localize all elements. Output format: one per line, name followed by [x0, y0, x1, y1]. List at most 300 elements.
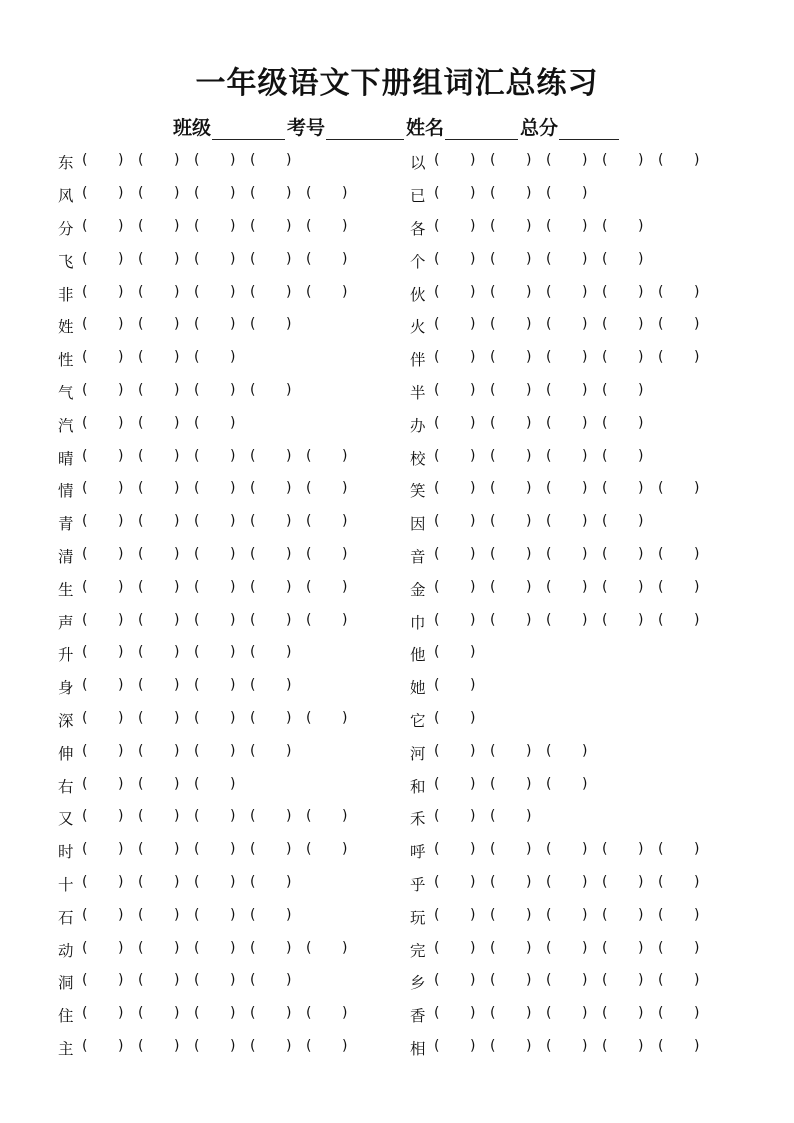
word-answer-blank[interactable]: [134, 579, 190, 599]
word-answer-blank[interactable]: [430, 907, 486, 927]
word-answer-blank[interactable]: [598, 579, 654, 599]
word-answer-blank[interactable]: [598, 415, 654, 435]
word-answer-blank[interactable]: [542, 776, 598, 796]
word-answer-blank[interactable]: [486, 152, 542, 172]
exam-number-label: 考号: [286, 117, 325, 139]
word-answer-blank[interactable]: [430, 677, 486, 697]
word-answer-blank[interactable]: [190, 841, 246, 861]
word-answer-blank[interactable]: [542, 841, 598, 861]
word-answer-blank[interactable]: [654, 907, 710, 927]
word-answer-blank[interactable]: [246, 710, 302, 730]
word-answer-blank[interactable]: [486, 513, 542, 533]
word-answer-blank[interactable]: [246, 480, 302, 500]
target-character: 半: [410, 383, 426, 402]
target-character: 非: [58, 285, 74, 304]
word-answer-blank[interactable]: [598, 1005, 654, 1025]
word-answer-blank[interactable]: [190, 185, 246, 205]
target-character: 以: [410, 154, 426, 173]
word-answer-blank[interactable]: [654, 546, 710, 566]
word-answer-blank[interactable]: [134, 874, 190, 894]
word-answer-blank[interactable]: [246, 677, 302, 697]
word-answer-blank[interactable]: [486, 579, 542, 599]
word-answer-blank[interactable]: [134, 940, 190, 960]
word-answer-blank[interactable]: [246, 940, 302, 960]
word-answer-blank[interactable]: [78, 513, 134, 533]
word-answer-blank[interactable]: [78, 349, 134, 369]
word-row: [410, 474, 710, 507]
word-answer-blank[interactable]: [542, 185, 598, 205]
word-answer-blank[interactable]: [598, 480, 654, 500]
word-answer-blank[interactable]: [598, 382, 654, 402]
word-answer-blank[interactable]: [246, 579, 302, 599]
target-character: 办: [410, 416, 426, 435]
word-answer-blank[interactable]: [542, 579, 598, 599]
word-answer-blank[interactable]: [598, 152, 654, 172]
word-row: [410, 900, 710, 933]
word-answer-blank[interactable]: [598, 874, 654, 894]
word-answer-blank[interactable]: [430, 546, 486, 566]
word-answer-blank[interactable]: [430, 152, 486, 172]
word-answer-blank[interactable]: [134, 349, 190, 369]
word-row: [410, 999, 710, 1032]
word-answer-blank[interactable]: [654, 1005, 710, 1025]
student-info-line: [0, 113, 794, 140]
class-blank[interactable]: [212, 121, 285, 140]
word-row: [410, 933, 710, 966]
word-answer-blank[interactable]: [486, 776, 542, 796]
word-answer-blank[interactable]: [190, 349, 246, 369]
word-answer-blank[interactable]: [134, 841, 190, 861]
target-character: 她: [410, 679, 426, 698]
target-character: 伸: [58, 744, 74, 763]
word-answer-blank[interactable]: [598, 972, 654, 992]
page-title: 一年级语文下册组词汇总练习: [195, 66, 599, 101]
word-answer-blank[interactable]: [246, 513, 302, 533]
target-character: 晴: [58, 449, 74, 468]
word-answer-blank[interactable]: [654, 1038, 710, 1058]
word-answer-blank[interactable]: [78, 382, 134, 402]
word-answer-blank[interactable]: [486, 382, 542, 402]
word-answer-blank[interactable]: [246, 808, 302, 828]
word-answer-blank[interactable]: [302, 1038, 358, 1058]
word-answer-blank[interactable]: [430, 579, 486, 599]
word-answer-blank[interactable]: [486, 612, 542, 632]
word-answer-blank[interactable]: [486, 743, 542, 763]
word-row: [58, 704, 358, 737]
word-row: [58, 244, 358, 277]
word-answer-blank[interactable]: [78, 415, 134, 435]
word-answer-blank[interactable]: [598, 612, 654, 632]
word-answer-blank[interactable]: [302, 710, 358, 730]
word-answer-blank[interactable]: [134, 972, 190, 992]
word-answer-blank[interactable]: [430, 382, 486, 402]
word-answer-blank[interactable]: [486, 1005, 542, 1025]
word-row: [58, 999, 358, 1032]
word-answer-blank[interactable]: [134, 284, 190, 304]
word-answer-blank[interactable]: [542, 316, 598, 336]
word-answer-blank[interactable]: [78, 612, 134, 632]
word-answer-blank[interactable]: [486, 218, 542, 238]
word-answer-blank[interactable]: [542, 1005, 598, 1025]
word-answer-blank[interactable]: [430, 349, 486, 369]
word-answer-blank[interactable]: [542, 513, 598, 533]
word-answer-blank[interactable]: [542, 284, 598, 304]
word-answer-blank[interactable]: [302, 579, 358, 599]
word-answer-blank[interactable]: [486, 1038, 542, 1058]
word-answer-blank[interactable]: [302, 546, 358, 566]
word-row: [410, 376, 710, 409]
word-answer-blank[interactable]: [302, 185, 358, 205]
word-answer-blank[interactable]: [134, 251, 190, 271]
target-character: 玩: [410, 908, 426, 927]
word-answer-blank[interactable]: [302, 841, 358, 861]
word-answer-blank[interactable]: [598, 448, 654, 468]
word-answer-blank[interactable]: [430, 841, 486, 861]
word-row: [410, 507, 710, 540]
word-answer-blank[interactable]: [486, 251, 542, 271]
word-answer-blank[interactable]: [486, 546, 542, 566]
word-answer-blank[interactable]: [654, 874, 710, 894]
word-answer-blank[interactable]: [542, 448, 598, 468]
word-answer-blank[interactable]: [430, 940, 486, 960]
word-answer-blank[interactable]: [430, 874, 486, 894]
word-answer-blank[interactable]: [190, 677, 246, 697]
word-answer-blank[interactable]: [190, 284, 246, 304]
word-row: [58, 310, 358, 343]
word-row: [410, 572, 710, 605]
word-answer-blank[interactable]: [78, 448, 134, 468]
word-answer-blank[interactable]: [486, 185, 542, 205]
word-answer-blank[interactable]: [190, 1005, 246, 1025]
word-answer-blank[interactable]: [246, 743, 302, 763]
word-answer-blank[interactable]: [542, 907, 598, 927]
word-answer-blank[interactable]: [246, 251, 302, 271]
word-answer-blank[interactable]: [598, 1038, 654, 1058]
word-answer-blank[interactable]: [246, 644, 302, 664]
target-character: 各: [410, 219, 426, 238]
word-answer-blank[interactable]: [134, 152, 190, 172]
word-answer-blank[interactable]: [134, 677, 190, 697]
word-answer-blank[interactable]: [190, 415, 246, 435]
word-answer-blank[interactable]: [598, 940, 654, 960]
word-answer-blank[interactable]: [302, 612, 358, 632]
word-answer-blank[interactable]: [430, 1005, 486, 1025]
target-character: 性: [58, 351, 74, 370]
word-row: [410, 769, 710, 802]
word-answer-blank[interactable]: [654, 349, 710, 369]
word-answer-blank[interactable]: [246, 972, 302, 992]
word-answer-blank[interactable]: [190, 644, 246, 664]
word-answer-blank[interactable]: [78, 776, 134, 796]
target-character: 右: [58, 777, 74, 796]
word-answer-blank[interactable]: [134, 316, 190, 336]
word-answer-blank[interactable]: [542, 1038, 598, 1058]
word-answer-blank[interactable]: [134, 546, 190, 566]
word-row: [58, 835, 358, 868]
word-answer-blank[interactable]: [430, 776, 486, 796]
target-character: 相: [410, 1039, 426, 1058]
word-answer-blank[interactable]: [78, 841, 134, 861]
word-answer-blank[interactable]: [134, 448, 190, 468]
total-score-label: 总分: [520, 117, 559, 139]
word-answer-blank[interactable]: [598, 349, 654, 369]
word-answer-blank[interactable]: [654, 972, 710, 992]
word-row: [58, 769, 358, 802]
word-answer-blank[interactable]: [246, 612, 302, 632]
word-answer-blank[interactable]: [78, 743, 134, 763]
target-character: 河: [410, 744, 426, 763]
word-answer-blank[interactable]: [190, 152, 246, 172]
word-answer-blank[interactable]: [134, 743, 190, 763]
target-character: 风: [58, 187, 74, 206]
word-answer-blank[interactable]: [78, 972, 134, 992]
word-row: [410, 244, 710, 277]
word-answer-blank[interactable]: [78, 1005, 134, 1025]
word-answer-blank[interactable]: [78, 546, 134, 566]
word-answer-blank[interactable]: [246, 1038, 302, 1058]
target-character: 汽: [58, 416, 74, 435]
word-answer-blank[interactable]: [430, 743, 486, 763]
word-answer-blank[interactable]: [246, 1005, 302, 1025]
word-answer-blank[interactable]: [190, 743, 246, 763]
word-answer-blank[interactable]: [542, 218, 598, 238]
target-character: 升: [58, 646, 74, 665]
word-row: [410, 310, 710, 343]
word-answer-blank[interactable]: [542, 152, 598, 172]
word-answer-blank[interactable]: [246, 152, 302, 172]
word-answer-blank[interactable]: [430, 808, 486, 828]
word-answer-blank[interactable]: [430, 448, 486, 468]
word-answer-blank[interactable]: [78, 1038, 134, 1058]
word-answer-blank[interactable]: [302, 284, 358, 304]
word-answer-blank[interactable]: [78, 284, 134, 304]
word-answer-blank[interactable]: [542, 546, 598, 566]
word-row: [58, 376, 358, 409]
word-answer-blank[interactable]: [246, 546, 302, 566]
word-answer-blank[interactable]: [78, 874, 134, 894]
word-answer-blank[interactable]: [598, 316, 654, 336]
word-answer-blank[interactable]: [78, 940, 134, 960]
word-answer-blank[interactable]: [542, 349, 598, 369]
target-character: 住: [58, 1007, 74, 1026]
target-character: 笑: [410, 482, 426, 501]
word-answer-blank[interactable]: [654, 152, 710, 172]
word-answer-blank[interactable]: [190, 218, 246, 238]
word-answer-blank[interactable]: [302, 448, 358, 468]
word-answer-blank[interactable]: [486, 480, 542, 500]
exam-number-field: [287, 113, 406, 140]
word-answer-blank[interactable]: [486, 808, 542, 828]
word-answer-blank[interactable]: [246, 185, 302, 205]
word-answer-blank[interactable]: [654, 284, 710, 304]
word-row: [58, 179, 358, 212]
word-answer-blank[interactable]: [430, 415, 486, 435]
word-answer-blank[interactable]: [78, 808, 134, 828]
word-answer-blank[interactable]: [542, 415, 598, 435]
word-answer-blank[interactable]: [190, 316, 246, 336]
target-character: 东: [58, 154, 74, 173]
word-answer-blank[interactable]: [134, 907, 190, 927]
word-answer-blank[interactable]: [486, 316, 542, 336]
word-answer-blank[interactable]: [78, 710, 134, 730]
target-character: 身: [58, 679, 74, 698]
word-row: [58, 900, 358, 933]
word-answer-blank[interactable]: [190, 382, 246, 402]
word-answer-blank[interactable]: [302, 1005, 358, 1025]
word-answer-blank[interactable]: [654, 316, 710, 336]
word-answer-blank[interactable]: [78, 251, 134, 271]
word-answer-blank[interactable]: [78, 644, 134, 664]
word-answer-blank[interactable]: [542, 251, 598, 271]
word-answer-blank[interactable]: [302, 513, 358, 533]
word-answer-blank[interactable]: [78, 218, 134, 238]
word-answer-blank[interactable]: [486, 415, 542, 435]
word-answer-blank[interactable]: [302, 218, 358, 238]
word-answer-blank[interactable]: [430, 480, 486, 500]
word-answer-blank[interactable]: [486, 972, 542, 992]
word-answer-blank[interactable]: [134, 218, 190, 238]
word-answer-blank[interactable]: [246, 218, 302, 238]
word-answer-blank[interactable]: [246, 907, 302, 927]
target-character: 金: [410, 580, 426, 599]
word-answer-blank[interactable]: [486, 448, 542, 468]
word-answer-blank[interactable]: [190, 808, 246, 828]
word-answer-blank[interactable]: [134, 415, 190, 435]
word-answer-blank[interactable]: [486, 349, 542, 369]
word-answer-blank[interactable]: [134, 513, 190, 533]
word-answer-blank[interactable]: [190, 546, 246, 566]
word-answer-blank[interactable]: [486, 841, 542, 861]
word-answer-blank[interactable]: [134, 1038, 190, 1058]
word-answer-blank[interactable]: [78, 185, 134, 205]
word-answer-blank[interactable]: [430, 316, 486, 336]
word-row: [58, 966, 358, 999]
word-answer-blank[interactable]: [246, 284, 302, 304]
word-answer-blank[interactable]: [190, 940, 246, 960]
target-character: 音: [410, 547, 426, 566]
word-answer-blank[interactable]: [78, 677, 134, 697]
word-answer-blank[interactable]: [190, 612, 246, 632]
word-row: [410, 736, 710, 769]
right-word-column: [410, 146, 710, 1064]
word-answer-blank[interactable]: [430, 251, 486, 271]
word-answer-blank[interactable]: [598, 218, 654, 238]
word-answer-blank[interactable]: [302, 808, 358, 828]
word-answer-blank[interactable]: [190, 480, 246, 500]
word-answer-blank[interactable]: [134, 185, 190, 205]
word-answer-blank[interactable]: [134, 710, 190, 730]
target-character: 乎: [410, 875, 426, 894]
word-answer-blank[interactable]: [430, 644, 486, 664]
word-answer-blank[interactable]: [190, 448, 246, 468]
word-row: [58, 540, 358, 573]
word-answer-blank[interactable]: [430, 284, 486, 304]
word-answer-blank[interactable]: [190, 710, 246, 730]
word-answer-blank[interactable]: [430, 710, 486, 730]
word-answer-blank[interactable]: [598, 841, 654, 861]
word-answer-blank[interactable]: [190, 874, 246, 894]
word-answer-blank[interactable]: [302, 480, 358, 500]
word-answer-blank[interactable]: [246, 316, 302, 336]
word-answer-blank[interactable]: [246, 841, 302, 861]
word-answer-blank[interactable]: [542, 972, 598, 992]
word-answer-blank[interactable]: [430, 218, 486, 238]
word-answer-blank[interactable]: [78, 907, 134, 927]
word-answer-blank[interactable]: [654, 612, 710, 632]
word-answer-blank[interactable]: [134, 644, 190, 664]
word-answer-blank[interactable]: [134, 1005, 190, 1025]
word-answer-blank[interactable]: [654, 940, 710, 960]
word-answer-blank[interactable]: [190, 1038, 246, 1058]
word-answer-blank[interactable]: [134, 776, 190, 796]
word-answer-blank[interactable]: [486, 874, 542, 894]
word-answer-blank[interactable]: [430, 513, 486, 533]
word-answer-blank[interactable]: [542, 940, 598, 960]
name-blank[interactable]: [445, 121, 518, 140]
word-answer-blank[interactable]: [430, 1038, 486, 1058]
word-answer-blank[interactable]: [190, 972, 246, 992]
word-answer-blank[interactable]: [246, 382, 302, 402]
word-answer-blank[interactable]: [78, 480, 134, 500]
target-character: 伙: [410, 285, 426, 304]
word-answer-blank[interactable]: [302, 940, 358, 960]
exam-number-blank[interactable]: [326, 121, 404, 140]
word-row: [58, 277, 358, 310]
word-row: [58, 507, 358, 540]
word-answer-blank[interactable]: [78, 579, 134, 599]
word-answer-blank[interactable]: [190, 513, 246, 533]
word-answer-blank[interactable]: [190, 579, 246, 599]
word-answer-blank[interactable]: [134, 612, 190, 632]
word-answer-blank[interactable]: [486, 907, 542, 927]
word-answer-blank[interactable]: [598, 907, 654, 927]
word-answer-blank[interactable]: [542, 480, 598, 500]
word-answer-blank[interactable]: [78, 316, 134, 336]
target-character: 洞: [58, 974, 74, 993]
word-answer-blank[interactable]: [542, 874, 598, 894]
word-answer-blank[interactable]: [78, 152, 134, 172]
word-answer-blank[interactable]: [302, 251, 358, 271]
word-answer-blank[interactable]: [654, 480, 710, 500]
total-score-blank[interactable]: [559, 121, 619, 140]
word-answer-blank[interactable]: [486, 940, 542, 960]
word-answer-blank[interactable]: [486, 284, 542, 304]
word-answer-blank[interactable]: [190, 776, 246, 796]
word-answer-blank[interactable]: [246, 448, 302, 468]
word-answer-blank[interactable]: [430, 972, 486, 992]
word-answer-blank[interactable]: [430, 612, 486, 632]
word-answer-blank[interactable]: [598, 251, 654, 271]
word-answer-blank[interactable]: [134, 808, 190, 828]
word-row: [58, 343, 358, 376]
word-answer-blank[interactable]: [598, 513, 654, 533]
word-answer-blank[interactable]: [598, 546, 654, 566]
word-answer-blank[interactable]: [190, 907, 246, 927]
word-answer-blank[interactable]: [430, 185, 486, 205]
word-row: [410, 1032, 710, 1065]
word-answer-blank[interactable]: [246, 874, 302, 894]
word-answer-blank[interactable]: [598, 284, 654, 304]
word-row: [58, 638, 358, 671]
word-answer-blank[interactable]: [542, 612, 598, 632]
word-answer-blank[interactable]: [654, 579, 710, 599]
word-answer-blank[interactable]: [542, 743, 598, 763]
word-answer-blank[interactable]: [134, 382, 190, 402]
word-answer-blank[interactable]: [190, 251, 246, 271]
word-answer-blank[interactable]: [542, 382, 598, 402]
word-answer-blank[interactable]: [134, 480, 190, 500]
word-answer-blank[interactable]: [654, 841, 710, 861]
